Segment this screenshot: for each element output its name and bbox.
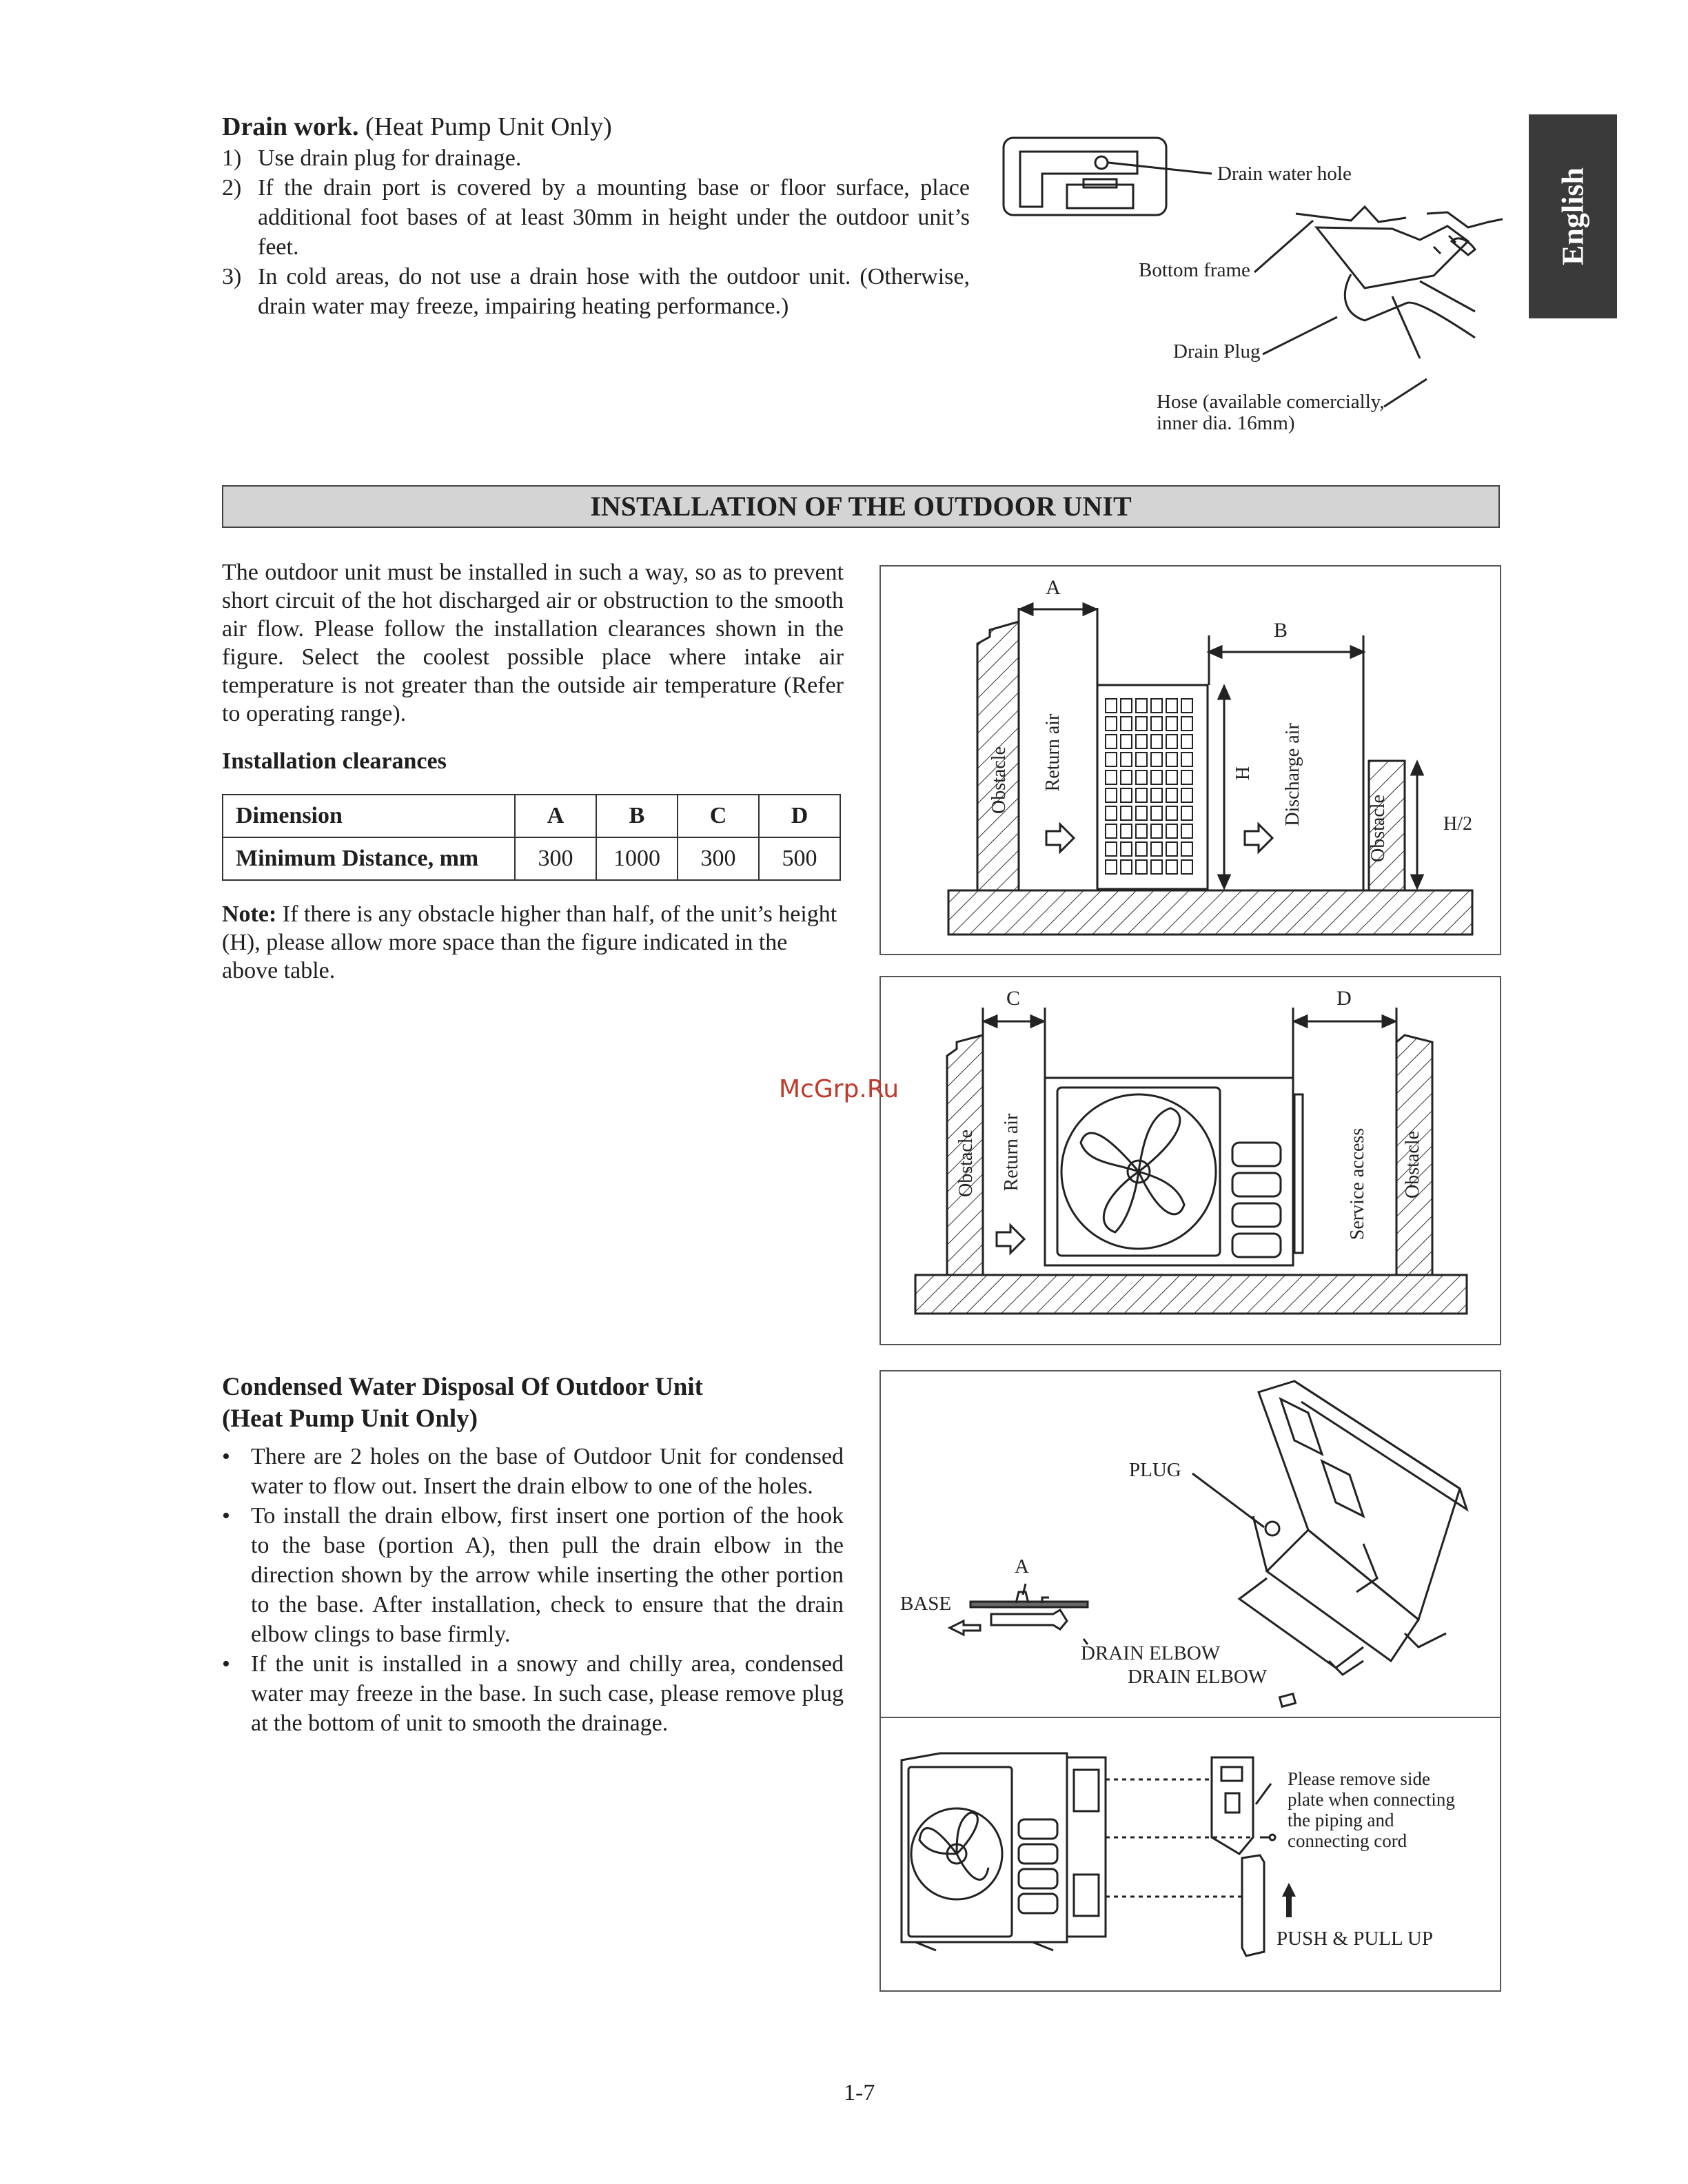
page-number: 1-7	[844, 2080, 875, 2105]
drain-elbow-drawing	[881, 1371, 1500, 1990]
list-item	[222, 1649, 844, 1738]
bullet-text: To install the drain elbow, first insert one portion of the hook to the base (portion A), then pull the drain elbow in the direction shown by the arrow while inserting the other portion to the base. After installation, check to ensure that the drain elbow clings to base firmly.	[251, 1503, 844, 1647]
intro-paragraph: The outdoor unit must be installed in such a way, so as to prevent short circuit of the hot discharged air or obstruction to the smooth air flow. Please follow the installation clearances shown in the figure. Select the coolest possible place where intake air temperature is not greater than the outside air temperature (Refer to operating range).	[222, 560, 844, 726]
item-text: In cold areas, do not use a drain hose with the outdoor unit. (Otherwise, drain water may freeze, impairing heating performance.)	[258, 264, 970, 319]
return-air-label: Return air	[1042, 713, 1064, 792]
table-cell: B	[596, 795, 678, 837]
table-cell: 500	[759, 837, 840, 880]
obstacle-right-label: Obstacle	[1402, 1131, 1423, 1198]
push-pull-label: PUSH & PULL UP	[1277, 1928, 1433, 1950]
dim-h2-label: H/2	[1443, 813, 1472, 835]
base-label: BASE	[900, 1593, 952, 1615]
bullet-icon: •	[222, 1444, 230, 1469]
list-item	[222, 1501, 844, 1649]
plug-label: PLUG	[1129, 1459, 1181, 1481]
item-text: If the drain port is covered by a mounting base or floor surface, place additional foot bases of at least 30mm in height under the outdoor unit’s feet.	[258, 175, 970, 260]
bullet-text: There are 2 holes on the base of Outdoor Unit for condensed water to flow out. Insert the drain elbow to one of the holes.	[251, 1444, 844, 1499]
side-clearance-drawing	[881, 567, 1500, 954]
table-cell: D	[759, 795, 840, 837]
dim-a-label: A	[1046, 576, 1061, 599]
bullet-icon: •	[222, 1651, 230, 1677]
clearances-table	[222, 794, 841, 881]
drain-work-list	[222, 143, 970, 321]
note-paragraph	[222, 900, 844, 985]
side-plate-note-line3: the piping and	[1288, 1810, 1394, 1830]
language-tab	[1529, 114, 1617, 318]
item-number: 2)	[222, 175, 242, 201]
note-label: Note:	[222, 901, 277, 927]
side-plate-note-line2: plate when connecting	[1288, 1789, 1455, 1810]
portion-a-label: A	[1015, 1555, 1029, 1578]
table-row	[223, 837, 840, 880]
drain-elbow-label-2: DRAIN ELBOW	[1128, 1666, 1268, 1688]
label-hose-line2: inner dia. 16mm)	[1157, 412, 1295, 434]
table-cell: 300	[515, 837, 596, 880]
list-item	[222, 1442, 844, 1501]
label-hose-line1: Hose (available comercially,	[1157, 391, 1385, 413]
return-air-label: Return air	[1001, 1113, 1022, 1192]
list-item	[222, 173, 970, 262]
condensed-bullets	[222, 1442, 844, 1738]
front-clearance-drawing	[881, 977, 1500, 1344]
discharge-air-label: Discharge air	[1282, 723, 1303, 826]
obstacle-right-label: Obstacle	[1367, 795, 1389, 862]
label-bottom-frame: Bottom frame	[1139, 259, 1250, 281]
item-number: 1)	[222, 145, 242, 171]
dim-d-label: D	[1336, 987, 1352, 1010]
section-title: INSTALLATION OF THE OUTDOOR UNIT	[590, 491, 1132, 522]
list-item	[222, 143, 970, 173]
label-drain-water-hole: Drain water hole	[1217, 163, 1352, 185]
obstacle-left-label: Obstacle	[988, 746, 1010, 814]
obstacle-left-label: Obstacle	[955, 1130, 977, 1197]
clearances-title: Installation clearances	[222, 748, 447, 774]
front-clearance-figure	[879, 976, 1501, 1345]
side-clearance-figure	[879, 565, 1501, 955]
drain-work-heading	[222, 112, 612, 142]
drain-work-subtitle: (Heat Pump Unit Only)	[358, 112, 612, 141]
list-item	[222, 262, 970, 321]
table-cell: Dimension	[223, 795, 515, 837]
dim-b-label: B	[1273, 619, 1288, 642]
table-cell: Minimum Distance, mm	[223, 837, 515, 880]
table-cell: A	[515, 795, 596, 837]
condensed-title-line1: Condensed Water Disposal Of Outdoor Unit	[222, 1373, 703, 1401]
bullet-text: If the unit is installed in a snowy and chilly area, condensed water may freeze in the base. In such case, please remove plug at the bottom of unit to smooth the drainage.	[251, 1651, 844, 1736]
language-tab-label: English	[1556, 167, 1590, 265]
watermark: McGrp.Ru	[779, 1075, 899, 1103]
label-drain-plug: Drain Plug	[1173, 340, 1261, 363]
table-cell: C	[678, 795, 759, 837]
item-text: Use drain plug for drainage.	[258, 145, 522, 171]
dim-h-label: H	[1232, 766, 1254, 781]
item-number: 3)	[222, 264, 242, 289]
side-plate-note-line1: Please remove side	[1288, 1768, 1430, 1789]
note-text: If there is any obstacle higher than half, of the unit’s height (H), please allow more space than the figure indicated in the above table.	[222, 901, 837, 983]
dim-c-label: C	[1006, 987, 1021, 1010]
drain-work-title: Drain work.	[222, 112, 359, 141]
label-hose	[1157, 391, 1385, 434]
section-title-banner	[222, 485, 1500, 528]
drain-elbow-figure	[879, 1370, 1501, 1992]
table-row	[223, 795, 840, 837]
service-access-label: Service access	[1347, 1127, 1368, 1241]
drain-elbow-label-1: DRAIN ELBOW	[1081, 1642, 1221, 1664]
condensed-title-line2: (Heat Pump Unit Only)	[222, 1405, 478, 1433]
table-cell: 300	[678, 837, 759, 880]
bullet-icon: •	[222, 1503, 230, 1529]
condensed-water-heading	[222, 1371, 703, 1435]
table-cell: 1000	[596, 837, 678, 880]
side-plate-note-line4: connecting cord	[1288, 1830, 1407, 1851]
